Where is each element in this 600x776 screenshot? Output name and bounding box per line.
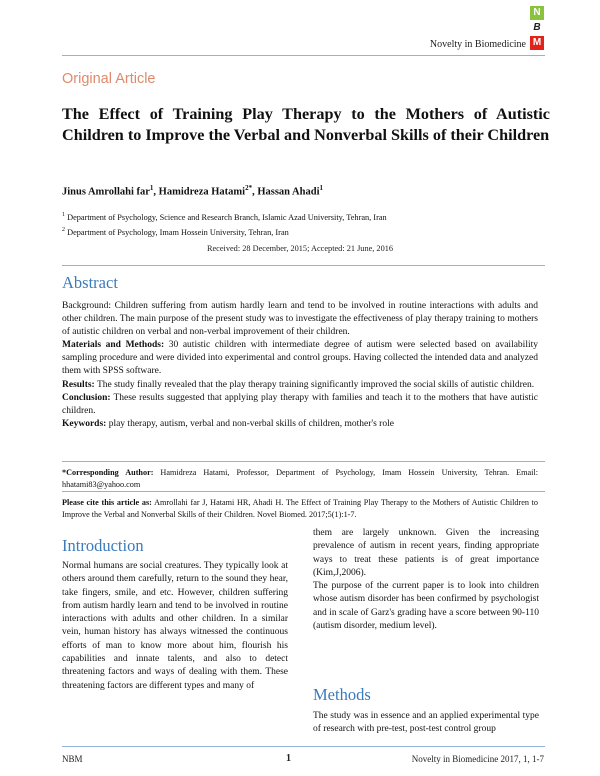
abstract-background: Background: Children suffering from autism hardly learn and tend to be involved in routine interactions with adults and other children. The main purpose of the present study was to investigate the effectiveness of play therapy training to mothers of autistic children on verbal and non-verbal improvement of their children. (62, 301, 538, 338)
footer-journal-abbrev: NBM (62, 754, 83, 764)
methods-column (313, 710, 539, 737)
introduction-column-left (62, 560, 288, 693)
divider (62, 491, 545, 492)
footer-rule (62, 746, 545, 747)
footer-citation: Novelty in Biomedicine 2017, 1, 1-7 (411, 754, 544, 764)
methods-heading: Methods (313, 685, 371, 704)
article-title: The Effect of Training Play Therapy to the Mothers of Autistic Children to Improve the Verbal and Nonverbal Skills of their Children (62, 105, 550, 144)
journal-name: Novelty in Biomedicine (429, 39, 526, 50)
author-name: Hamidreza Hatami (158, 186, 246, 198)
divider (62, 461, 545, 462)
corresponding-author: *Corresponding Author: Hamidreza Hatami, Professor, Department of Psychology, Imam Hossein University, Tehran. Email: hhatami83@yahoo.com (62, 468, 539, 489)
introduction-heading: Introduction (62, 536, 144, 555)
abstract-conclusion: Conclusion: These results suggested that applying play therapy with families and teach it to the mothers that have autistic children. (62, 392, 538, 416)
author-affil-mark: 2* (245, 184, 253, 192)
affiliation: $^1$ Department of Psychology, Science and Research Branch, Islamic Azad University, Tehran, Iran (62, 212, 387, 222)
abstract-keywords: Keywords: play therapy, autism, verbal and non-verbal skills of children, mother's role (62, 418, 394, 429)
paragraph: Normal humans are social creatures. They typically look at others around them carefully, return to the sound they hear, take fingers, smile, and etc. However, children suffering from autism hardly learn and tend to be involved in routine interactions with adults and other children. In a similar vein, human history has always witnessed the continuous efforts of man to know more about him, flourish his capabilities and innate talents, and also to detect threatening factors and ways of dealing with them. These threatening factors are different types and many of (62, 561, 288, 691)
paragraph: The study was in essence and an applied experimental type of research with pre-test, post-test control group (313, 711, 539, 735)
affiliations (62, 209, 387, 240)
article-type: Original Article (62, 71, 156, 87)
divider (62, 265, 545, 266)
affiliation: $^2$ Department of Psychology, Imam Hossein University, Tehran, Iran (62, 227, 289, 238)
abstract-heading: Abstract (62, 273, 118, 292)
abstract-body (62, 300, 538, 431)
abstract-results: Results: The study finally revealed that the play therapy training significantly improved the social skills of autistic children. (62, 379, 535, 390)
paragraph: them are largely unknown. Given the increasing prevalence of autism in recent years, finding appropriate ways to treat these patients is of great importance (Kim,J,2006). (313, 528, 539, 578)
logo-letter-m: M (530, 36, 544, 50)
logo-letter-b: B (530, 21, 544, 35)
logo-letter-n: N (530, 6, 544, 20)
paragraph: The purpose of the current paper is to look into children whose autism disorder has been confirmed by psychologist and in scale of Garz's grading have a score between 90-110 (autism disorder, medium level). (313, 581, 539, 632)
introduction-column-right (313, 527, 539, 633)
author-affil-mark: 1 (319, 184, 323, 192)
author-name: Hassan Ahadi (257, 186, 320, 198)
author-name: Jinus Amrollahi far (62, 186, 150, 198)
journal-logo (530, 6, 544, 51)
citation: Please cite this article as: Amrollahi far J, Hatami HR, Ahadi H. The Effect of Training Play Therapy to the Mothers of Autistic Children to Improve the Verbal and Nonverbal Skills of their Children. Novel Biomed. 2017;5(1):1-7. (62, 498, 538, 519)
page-number: 1 (286, 753, 291, 764)
author-affil-mark: 1 (149, 184, 154, 192)
received-dates: Received: 28 December, 2015; Accepted: 21 June, 2016 (206, 244, 394, 253)
header-rule (62, 55, 545, 56)
abstract-methods: Materials and Methods: 30 autistic children with intermediate degree of autism were selected based on availability sampling procedure and were divided into experimental and control groups. Having collected the intended data and analyzed them with SPSS software. (62, 340, 538, 377)
author-list: Jinus Amrollahi far$^1$, Hamidreza Hatami$^{2*}$, Hassan Ahadi$^1$ (62, 184, 323, 198)
